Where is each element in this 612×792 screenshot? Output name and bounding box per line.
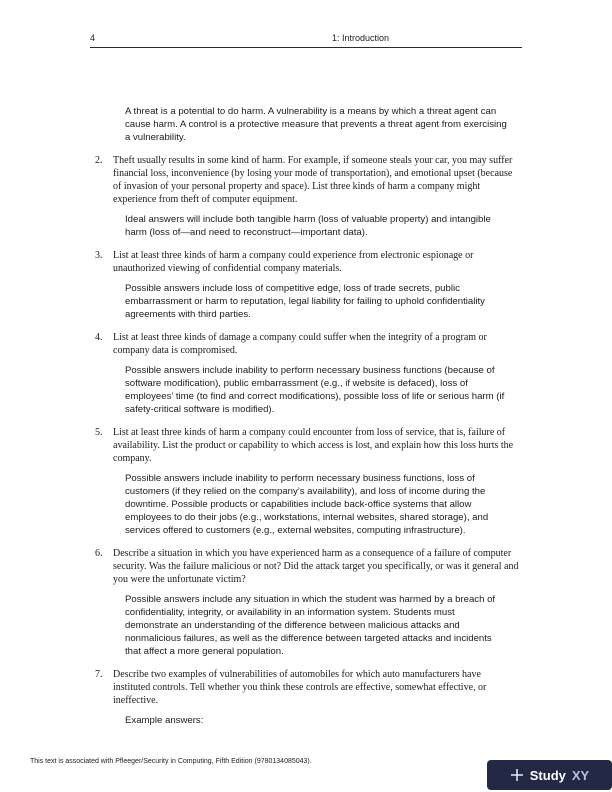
- content-area: [95, 105, 520, 737]
- question-number: 3.: [95, 250, 103, 261]
- question-item-2: [95, 154, 520, 206]
- answer-paragraph: Ideal answers will include both tangible harm (loss of valuable property) and intangible harm (loss of—and need to reconstruct—important data).: [125, 214, 491, 238]
- question-text: List at least three kinds of harm a company could experience from electronic espionage or unauthorized viewing of confidential company materials.: [113, 250, 474, 274]
- answer-paragraph: A threat is a potential to do harm. A vulnerability is a means by which a threat agent can cause harm. A control is a protective measure that prevents a threat agent from exercising a vulnerability.: [125, 106, 507, 143]
- question-text: Describe a situation in which you have experienced harm as a consequence of a failure of computer security. Was the failure malicious or not? Did the attack target you specifically, or was it general and you were the unfortunate victim?: [113, 548, 519, 585]
- answer-paragraph: Example answers:: [125, 715, 204, 726]
- brand-xy-text: XY: [571, 767, 590, 783]
- question-item-7: [95, 668, 520, 707]
- header-rule: [90, 47, 522, 48]
- studyxy-logo: [487, 760, 612, 790]
- footer-attribution: This text is associated with Pfleeger/Security in Computing, Fifth Edition (9780134085043).: [30, 758, 312, 765]
- answer-paragraph: Possible answers include loss of competitive edge, loss of trade secrets, public embarrassment or harm to reputation, legal liability for failing to uphold confidentiality agreements with third parties.: [125, 283, 485, 320]
- plus-icon: [510, 768, 524, 782]
- question-text: List at least three kinds of damage a company could suffer when the integrity of a program or company data is compromised.: [113, 332, 487, 356]
- question-item-6: [95, 547, 520, 586]
- question-item-3: [95, 249, 520, 275]
- question-number: 6.: [95, 548, 103, 559]
- question-number: 5.: [95, 427, 103, 438]
- question-item-4: [95, 331, 520, 357]
- brand-study-text: Study: [529, 767, 566, 783]
- question-number: 2.: [95, 155, 103, 166]
- answer-paragraph: Possible answers include inability to perform necessary business functions (because of software modification), public embarrassment (e.g., if website is defaced), loss of employees’ time (to find and correct modifications), possible loss of life or serious harm (if safety-critical software is modified).: [125, 365, 505, 415]
- question-text: Describe two examples of vulnerabilities of automobiles for which auto manufacturers have instituted controls. Tell whether you think these controls are effective, somewhat effective, or ineffective.: [113, 669, 487, 706]
- answer-paragraph: Possible answers include any situation in which the student was harmed by a breach of confidentiality, integrity, or availability in an information system. Students must demonstrate an understanding of the difference between malicious attacks and nonmalicious failures, as well as the difference between targeted attacks and incidents that affect a more general population.: [125, 594, 496, 657]
- question-number: 7.: [95, 669, 103, 680]
- question-item-5: [95, 426, 520, 465]
- page-header: [90, 33, 522, 47]
- answer-paragraph: Possible answers include inability to perform necessary business functions, loss of customers (if they relied on the company’s availability), and loss of income during the downtime. Possible products or capabilities include back-office systems that allow employees to do their jobs (e.g., workstations, internal websites, shared storage), and services offered to customers (e.g., external websites, computing infrastructure).: [125, 473, 489, 536]
- question-number: 4.: [95, 332, 103, 343]
- chapter-title: 1: Introduction: [332, 33, 390, 43]
- question-text: Theft usually results in some kind of harm. For example, if someone steals your car, you may suffer financial loss, inconvenience (by losing your mode of transportation), and emotional upset (because of invasion of your personal property and space). List three kinds of harm a company might experience from theft of computer equipment.: [113, 155, 513, 205]
- question-text: List at least three kinds of harm a company could encounter from loss of service, that is, failure of availability. List the product or capability to which access is lost, and explain how this loss hurts the company.: [113, 427, 514, 464]
- page-number: 4: [90, 33, 96, 43]
